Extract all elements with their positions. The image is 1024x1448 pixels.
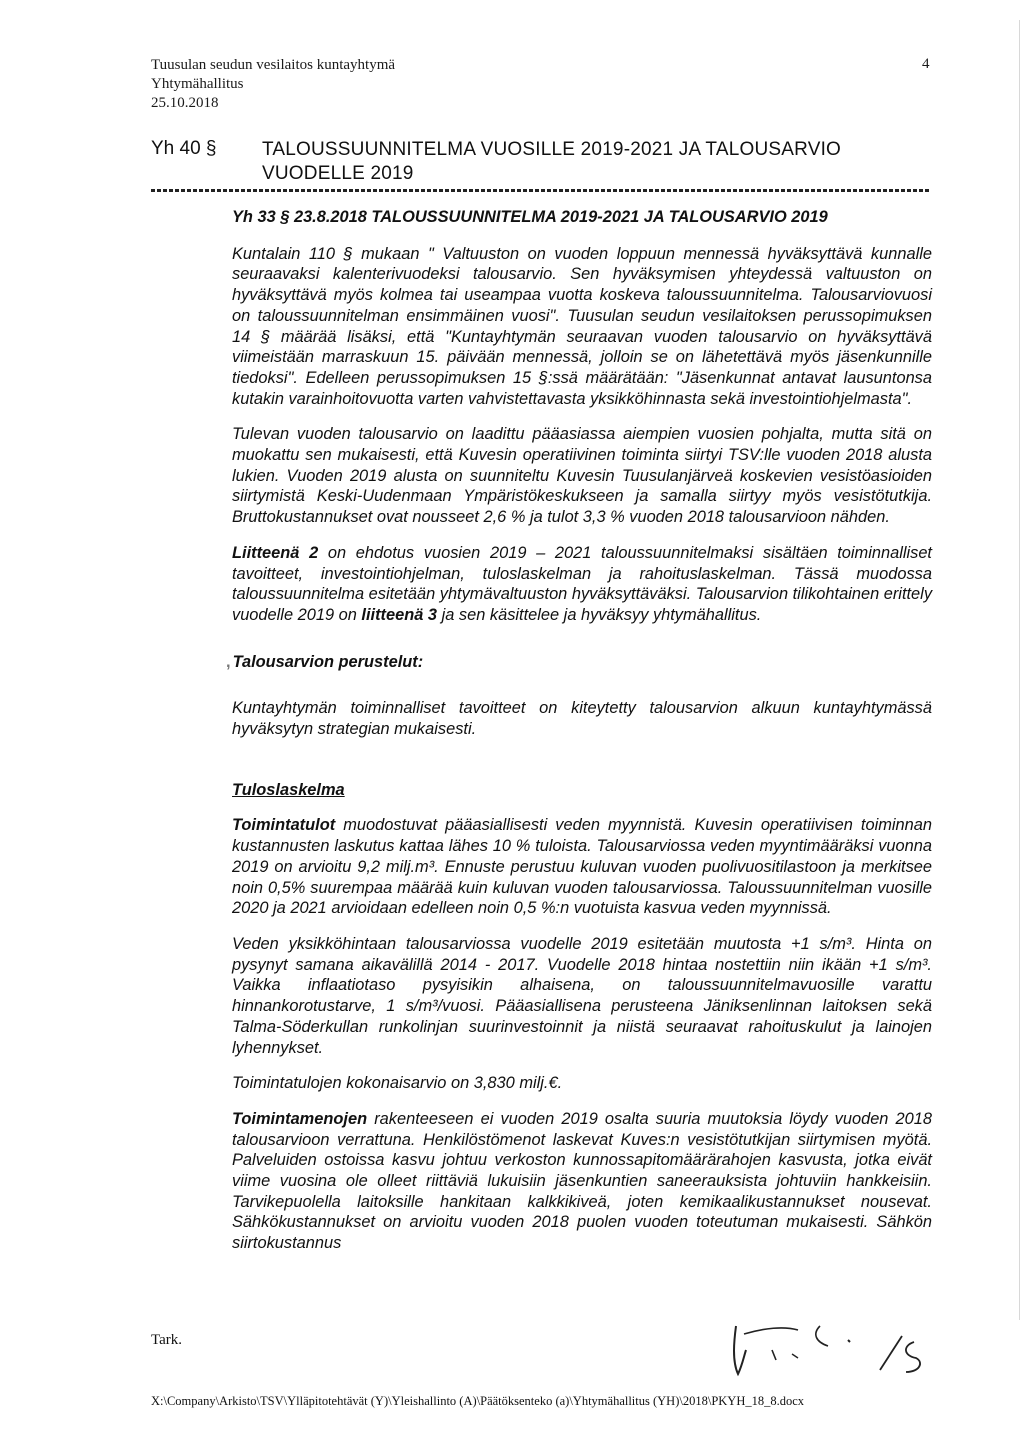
operating-income-text: muodostuvat pääasiallisesti veden myynnistä. Kuvesin operatiivisen toiminnan kustannusten laskutus kattaa lähes 10 % tuloista. Talousarviossa veden myyntimääräksi vuonna 2019 on arvioitu 9,2 milj.m³. Ennuste perustuu kuluvan vuoden puolivuositilastoon ja merkitsee noin 0,5% suurempaa määrää kuin kuluvan vuoden talousarviossa. Taloussuunnitelman vuosille 2020 ja 2021 arvioidaan edelleen noin 0,5 %:n vuotuista kasvua veden myynnissä. <box>232 816 932 918</box>
checked-label: Tark. <box>151 1332 183 1348</box>
page-number: 4 <box>922 56 930 72</box>
operating-income-label: Toimintatulot <box>232 816 336 835</box>
board-name: Yhtymähallitus <box>151 76 244 92</box>
meeting-date: 25.10.2018 <box>151 95 219 111</box>
document-body <box>226 207 933 1269</box>
scan-edge-line <box>1019 20 1020 1320</box>
paragraph-attachments <box>232 543 932 626</box>
paragraph-income-total: Toimintatulojen kokonaisarvio on 3,830 milj.€. <box>232 1074 563 1093</box>
paragraph-unit-price: Veden yksikköhintaan talousarviossa vuodelle 2019 esitetään muutosta +1 s/m³. Hinta on pysynyt samana aikavälillä 2014 - 2017. Vuodelle 2018 hintaa nostettiin niin ikään +1 s/m³. Vaikka inflaatiotaso pysyisikin alhaisena, on taloussuunnitelmavuosille varattu hinnankorotustarve, 1 s/m³/vuosi. Pääasiallisena perusteena Jäniksenlinnan laitoksen sekä Talma-Söderkullan runkolinjan suurinvestoinnit ja niistä seuraavat rahoituskulut ja lainojen lyhennykset. <box>232 934 932 1057</box>
attachment-text-end: ja sen käsittelee ja hyväksyy yhtymähallitus. <box>437 605 762 624</box>
attachment-2-label: Liitteenä 2 <box>232 543 319 562</box>
attachment-3-label: liitteenä 3 <box>361 605 438 624</box>
previous-decision-reference: Yh 33 § 23.8.2018 TALOUSSUUNNITELMA 2019-2021 JA TALOUSARVIO 2019 <box>232 208 828 226</box>
page-header <box>151 56 395 113</box>
section-number: Yh 40 § <box>151 138 217 159</box>
section-title: TALOUSSUUNNITELMA VUOSILLE 2019-2021 JA TALOUSARVIO VUODELLE 2019 <box>262 139 842 184</box>
handwritten-initials <box>724 1306 954 1386</box>
heading-budget-justification <box>226 652 932 673</box>
paragraph-operating-income <box>232 815 932 919</box>
paragraph-legal-basis: Kuntalain 110 § mukaan " Valtuuston on vuoden loppuun mennessä hyväksyttävä kunnalle seuraavaksi kalenterivuodeksi talousarvio. Sen hyväksymisen yhteydessä valtuuston on hyväksyttävä myös kolmea tai useampaa vuotta koskeva taloussuunnitelma. Talousarviovuosi on taloussuunnitelman ensimmäinen vuosi". Tuusulan seudun vesilaitoksen perussopimuksen 14 § määrää lisäksi, että "Kuntayhtymän seuraavan vuoden talousarvio on hyväksyttävä viimeistään marraskuun 15. päivään mennessä, jolloin se on lähetettävä myös jäsenkunnille tiedoksi". Edelleen perussopimuksen 15 §:ssä määrätään: "Jäsenkunnat antavat lausuntonsa kutakin varainhoitovuotta varten vahvistettavasta yksikköhinnasta sekä investointiohjelmasta". <box>232 244 932 408</box>
dashed-separator <box>151 189 931 192</box>
attachment-text: on ehdotus vuosien 2019 – 2021 taloussuunnitelmaksi sisältäen toiminnalliset tavoitteet, investointiohjelman, tuloslaskelman ja rahoituslaskelman. Tässä muodossa taloussuunnitelma esitetään yhtymävaltuuston hyväksyttäväksi. Talousarvion tilikohtainen erittely vuodelle 2019 on <box>232 543 933 624</box>
organization-name: Tuusulan seudun vesilaitos kuntayhtymä <box>151 57 396 73</box>
operating-expenses-text: rakenteeseen ei vuoden 2019 osalta suuria muutoksia löydy vuoden 2018 talousarvioon verrattuna. Henkilöstömenot laskevat Kuves:n vesistötutkijan siirtymisen myötä. Palveluiden ostoissa kasvu johtuu verkoston kunnossapitomäärärahojen kasvusta, jotka eivät viime vuosina ole olleet riittäviä lukuisiin jäsenkuntien saneerauksista johtuviin hankkeisiin. Tarvikepuolella laitoksille hankitaan kalkkikiveä, joten kemikaalikustannukset nousevat. Sähkökustannukset on arvioitu vuoden 2018 puolen vuoden toteutuman mukaisesti. Sähkön siirtokustannus <box>232 1109 932 1253</box>
file-path: X:\Company\Arkisto\TSV\Ylläpitotehtävät (Y)\Yleishallinto (A)\Päätöksenteko (a)\Yhtymähallitus (YH)\2018\PKYH_18_8.docx <box>151 1394 805 1408</box>
paragraph-strategy: Kuntayhtymän toiminnalliset tavoitteet on kiteytetty talousarvion alkuun kuntayhtymässä hyväksytyn strategian mukaisesti. <box>232 699 932 739</box>
paragraph-budget-basis: Tulevan vuoden talousarvio on laadittu pääasiassa aiempien vuosien pohjalta, mutta sitä on muokattu sen mukaisesti, että Kuvesin operatiivinen toiminta siirtyi TSV:lle vuoden 2018 alusta lukien. Vuoden 2019 alusta on suunniteltu Kuvesin Tuusulanjärveä koskevien vesistöasioiden siirtymistä Keski-Uudenmaan Ympäristökeskukseen ja samalla siirtyy myös vesistötutkija. Bruttokustannukset ovat nousseet 2,6 % ja tulot 3,3 % vuoden 2018 talousarvioon nähden. <box>232 425 932 527</box>
operating-expenses-label: Toimintamenojen <box>232 1109 368 1128</box>
paragraph-operating-expenses <box>232 1109 932 1254</box>
heading-income-statement: Tuloslaskelma <box>232 780 345 799</box>
heading-budget-justification-text: Talousarvion perustelut: <box>232 652 424 671</box>
margin-mark: , <box>226 652 231 671</box>
